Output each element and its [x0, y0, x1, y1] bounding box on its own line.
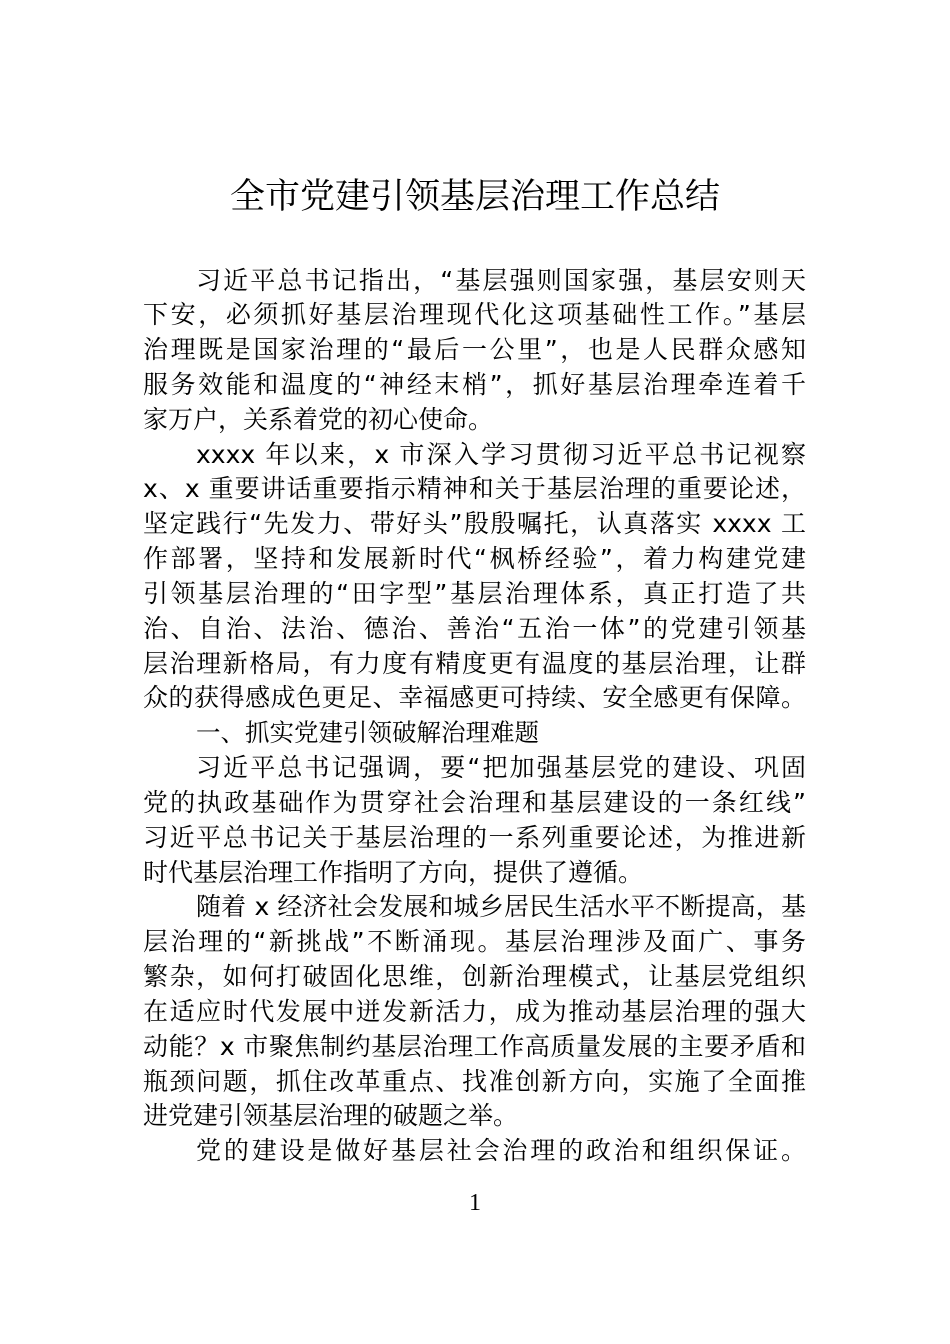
- section-paragraph-1: [143, 751, 806, 890]
- paragraph-line: x、x 重要讲话重要指示精神和关于基层治理的重要论述，: [143, 474, 806, 504]
- document-title: 全市党建引领基层治理工作总结: [229, 177, 720, 217]
- paragraph-line: xxxx 年以来，x 市深入学习贯彻习近平总书记视察: [196, 439, 806, 469]
- paragraph-line: 习近平总书记强调，要“把加强基层党的建设、巩固: [196, 753, 806, 783]
- paragraph-line: 治理既是国家治理的“最后一公里”，也是人民群众感知: [143, 335, 806, 365]
- paragraph-line: 党的建设是做好基层社会治理的政治和组织保证。: [196, 1136, 806, 1166]
- paragraph-line: 众的获得感成色更足、幸福感更可持续、安全感更有保障。: [143, 683, 806, 713]
- paragraph-line: 党的执政基础作为贯穿社会治理和基层建设的一条红线”: [143, 787, 806, 817]
- section-paragraph-2: [143, 890, 806, 1134]
- paragraph-line: 习近平总书记关于基层治理的一系列重要论述，为推进新: [143, 822, 806, 852]
- paragraph-line: 作部署，坚持和发展新时代“枫桥经验”，着力构建党建: [143, 544, 806, 574]
- section-heading: 一、抓实党建引领破解治理难题: [196, 718, 539, 748]
- paragraph-line: 繁杂，如何打破固化思维，创新治理模式，让基层党组织: [143, 962, 806, 992]
- paragraph-line: 动能？x 市聚焦制约基层治理工作高质量发展的主要矛盾和: [143, 1031, 806, 1061]
- paragraph-line: 引领基层治理的“田字型”基层治理体系，真正打造了共: [143, 578, 806, 608]
- page-number: 1: [469, 1190, 481, 1216]
- paragraph-line: 层治理新格局，有力度有精度更有温度的基层治理，让群: [143, 648, 806, 678]
- paragraph-line: 随着 x 经济社会发展和城乡居民生活水平不断提高，基: [196, 892, 806, 922]
- paragraph-line: 在适应时代发展中迸发新活力，成为推动基层治理的强大: [143, 996, 806, 1026]
- intro-paragraph-2: [143, 438, 806, 717]
- paragraph-line: 进党建引领基层治理的破题之举。: [143, 1101, 519, 1131]
- paragraph-line: 下安，必须抓好基层治理现代化这项基础性工作。”基层: [143, 300, 806, 330]
- paragraph-line: 层治理的“新挑战”不断涌现。基层治理涉及面广、事务: [143, 927, 806, 957]
- paragraph-line: 瓶颈问题，抓住改革重点、找准创新方向，实施了全面推: [143, 1066, 806, 1096]
- paragraph-line: 服务效能和温度的“神经末梢”，抓好基层治理牵连着千: [143, 369, 806, 399]
- document-body: [143, 264, 806, 1170]
- paragraph-line: 时代基层治理工作指明了方向，提供了遵循。: [143, 857, 644, 887]
- section-paragraph-3: [143, 1134, 806, 1169]
- intro-paragraph-1: [143, 264, 806, 438]
- paragraph-line: 坚定践行“先发力、带好头”殷殷嘱托，认真落实 xxxx 工: [143, 509, 806, 539]
- paragraph-line: 习近平总书记指出，“基层强则国家强，基层安则天: [196, 265, 806, 295]
- paragraph-line: 家万户，关系着党的初心使命。: [143, 404, 494, 434]
- paragraph-line: 治、自治、法治、德治、善治“五治一体”的党建引领基: [143, 613, 806, 643]
